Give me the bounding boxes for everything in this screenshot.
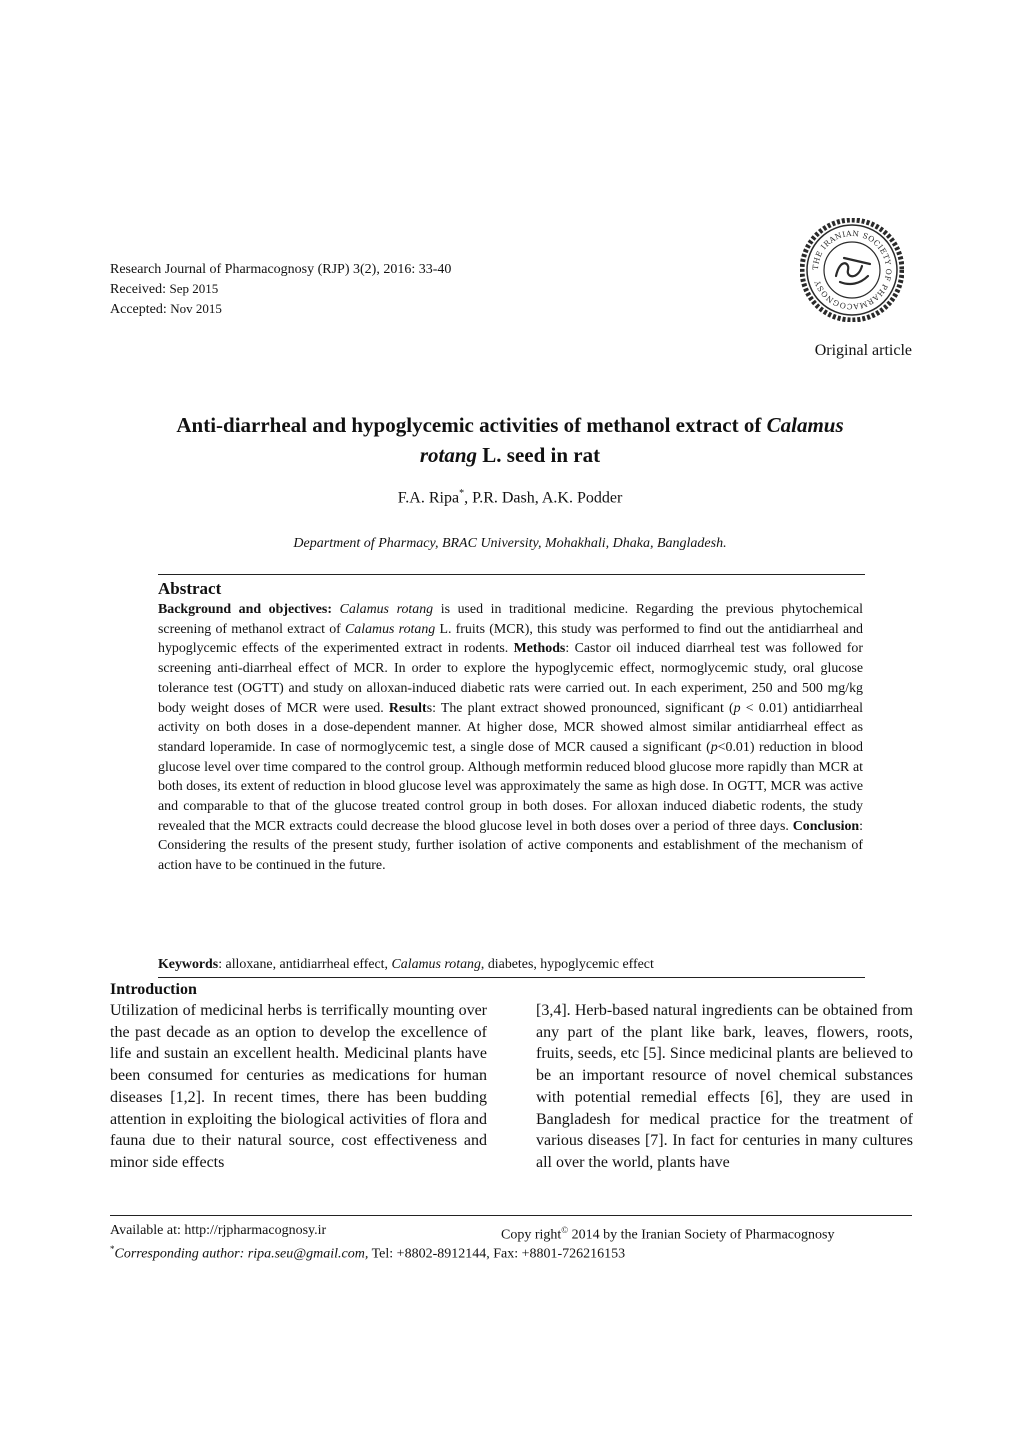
keywords-bottom-rule <box>158 977 865 978</box>
abstract-top-rule <box>158 574 865 575</box>
svg-text:THE IRANIAN SOCIETY OF PHARMAC <box>811 229 893 311</box>
received-date: Received: Sep 2015 <box>110 281 219 297</box>
introduction-left-column: Utilization of medicinal herbs is terrifically mounting over the past decade as an option to develop the excellence of life and sustain an excellent health. Medicinal plants have been consumed for centuries as medications for human diseases [1,2]. In recent times, there has been budding attention in exploiting the biological activities of flora and fauna due to their natural source, cost effectiveness and minor side effects <box>110 1002 487 1171</box>
keywords: Keywords: alloxane, antidiarrheal effect, Calamus rotang, diabetes, hypoglycemic effect <box>158 957 654 972</box>
availability-link[interactable]: Available at: http://rjpharmacognosy.ir <box>110 1223 327 1238</box>
corresponding-author: *Corresponding author: ripa.seu@gmail.com, Tel: +8802-8912144, Fax: +8801-726216153 <box>110 1244 626 1262</box>
footer-rule <box>110 1215 912 1216</box>
introduction-right-column: [3,4]. Herb-based natural ingredients can be obtained from any part of the plant like bark, leaves, flowers, roots, fruits, seeds, etc [5]. Since medicinal plants are believed to be an important resource of novel chemical substances with potential remedial effects [6], they are used in Bangladesh for medical practice for the treatment of various diseases [7]. In fact for centuries in many cultures all over the world, plants have <box>536 1002 913 1171</box>
copyright-line: Copy right© 2014 by the Iranian Society of Pharmacognosy <box>501 1225 835 1243</box>
journal-citation: Research Journal of Pharmacognosy (RJP) 3(2), 2016: 33-40 <box>110 262 452 277</box>
abstract-heading: Abstract <box>158 579 222 598</box>
authors: F.A. Ripa*, P.R. Dash, A.K. Podder <box>397 488 623 507</box>
paper-title: Anti-diarrheal and hypoglycemic activities of methanol extract of Calamus rotang L. seed in rat <box>176 413 844 467</box>
article-type: Original article <box>814 342 912 359</box>
society-seal-logo <box>800 218 904 322</box>
affiliation: Department of Pharmacy, BRAC University, Mohakhali, Dhaka, Bangladesh. <box>293 536 727 551</box>
seal-text: THE IRANIAN SOCIETY OF PHARMACOGNOSY <box>810 228 894 312</box>
introduction-heading: Introduction <box>110 981 197 998</box>
abstract-body: Background and objectives: Calamus rotang is used in traditional medicine. Regarding the previous phytochemical screening of methanol extract of Calamus rotang L. fruits (MCR), this study was performed to find out the antidiarrheal and hypoglycemic effects of the experimented extract in rodents. Methods: Castor oil induced diarrheal test was followed for screening anti-diarrheal effect of MCR. In order to explore the hypoglycemic effect, normoglycemic study, oral glucose tolerance test (OGTT) and study on alloxan-induced diabetic rats were carried out. In each experiment, 250 and 500 mg/kg body weight doses of MCR were used. Results: The plant extract showed pronounced, significant (p < 0.01) antidiarrheal activity on both doses in a dose-dependent manner. At higher dose, MCR showed almost similar antidiarrheal effect as standard loperamide. In case of normoglycemic test, a single dose of MCR caused a significant (p<0.01) reduction in blood glucose level over time compared to the control group. Although metformin reduced blood glucose more rapidly than MCR at both doses, its extent of reduction in blood glucose level was approximately the same as high dose. In OGTT, MCR was active and comparable to that of the glucose treated control group in both doses. For alloxan induced diabetic rodents, the study revealed that the MCR extracts could decrease the blood glucose level in both doses over a period of three days. Conclusion: Considering the results of the present study, further isolation of active components and establishment of the mechanism of action have to be continued in the future. <box>158 602 863 874</box>
journal-info <box>110 260 451 319</box>
accepted-date: Accepted: Nov 2015 <box>110 301 222 317</box>
